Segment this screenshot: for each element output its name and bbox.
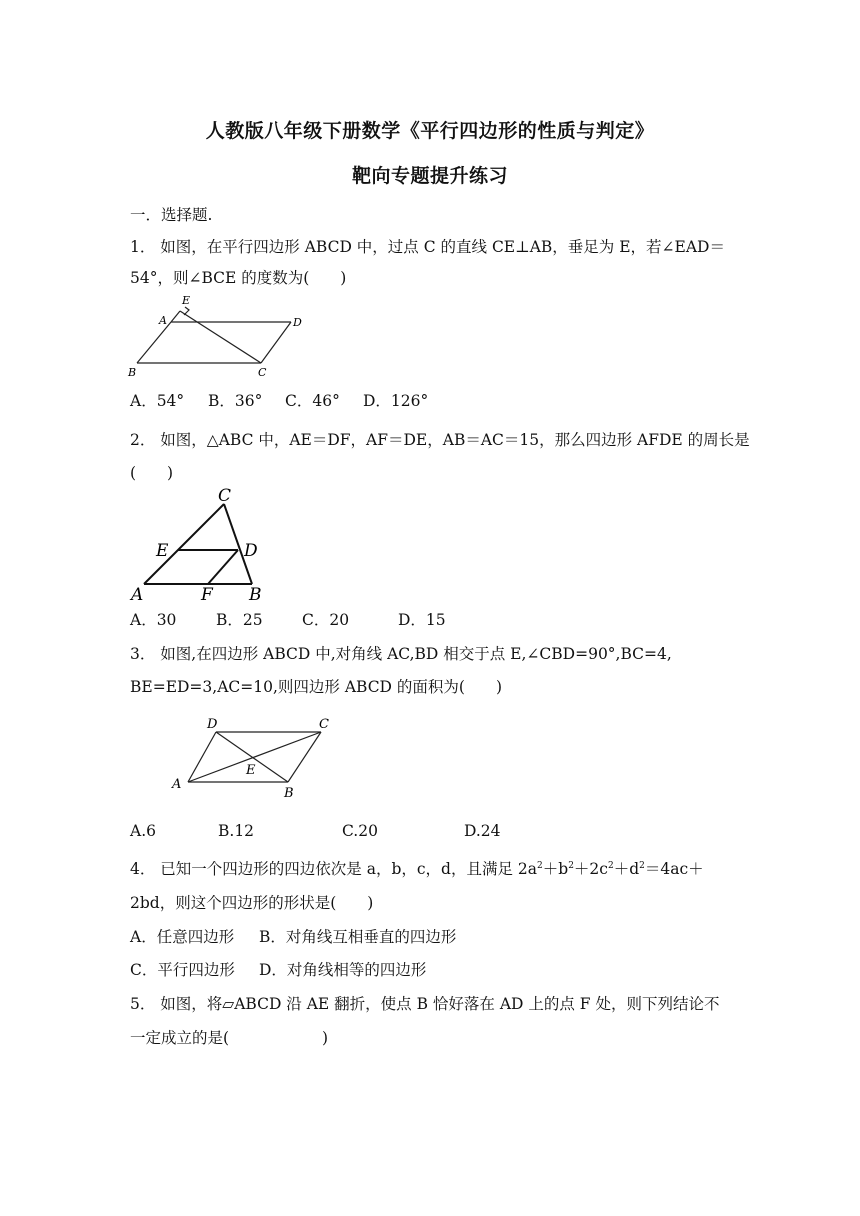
q1-option-c: C．46°: [285, 392, 340, 410]
q2-label-e: E: [156, 541, 169, 561]
question-5-line-1: 5． 如图，将▱ABCD 沿 AE 翻折，使点 B 恰好落在 AD 上的点 F 处，则下列结论不: [130, 995, 720, 1013]
q1-option-a: A．54°: [130, 392, 185, 410]
q3-label-d: D: [207, 717, 218, 732]
question-2-figure: [128, 484, 278, 602]
question-1-figure: [125, 292, 310, 380]
q3-option-c: C.20: [342, 822, 378, 840]
q1-label-b: B: [128, 366, 137, 379]
q3-label-b: B: [284, 786, 294, 801]
q2-label-d: D: [244, 541, 258, 561]
q2-option-b: B．25: [216, 611, 263, 629]
q1-option-b: B．36°: [208, 392, 263, 410]
q4-sup-c: 2: [607, 861, 614, 871]
q4-sup-d: 2: [639, 861, 645, 871]
q2-option-c: C．20: [302, 611, 350, 629]
q1-label-c: C: [258, 366, 267, 379]
q4-text-pre: 4． 已知一个四边形的四边依次是 a，b，c，d，且满足 2a: [130, 860, 538, 878]
question-2-line-2: ( ): [130, 464, 174, 482]
q2-label-a: A: [131, 585, 144, 602]
page-subtitle: 靶向专题提升练习: [351, 165, 508, 187]
q2-option-a: A．30: [130, 611, 177, 629]
q2-label-f: F: [201, 585, 213, 602]
q4-option-a: A．任意四边形: [130, 928, 235, 946]
q4-option-b: B．对角线互相垂直的四边形: [259, 928, 457, 946]
q1-label-d: D: [293, 316, 302, 329]
question-4-line-2: 2bd，则这个四边形的形状是( ): [130, 894, 374, 912]
page-title: 人教版八年级下册数学《平行四边形的性质与判定》: [205, 120, 655, 142]
q3-option-a: A.6: [130, 822, 156, 840]
q3-option-b: B.12: [218, 822, 255, 840]
question-2-line-1: 2． 如图，△ABC 中，AE＝DF，AF＝DE，AB＝AC＝15，那么四边形 AFDE 的周长是: [130, 431, 750, 449]
q2-option-d: D．15: [398, 611, 446, 629]
q2-label-b: B: [249, 585, 262, 602]
q4-text-c: ＋2c: [573, 860, 608, 878]
question-5-line-2: 一定成立的是( ): [130, 1029, 329, 1047]
q4-sup-b: 2: [568, 861, 574, 871]
q1-label-e: E: [182, 294, 191, 307]
section-label: 一．选择题.: [130, 206, 213, 224]
q3-label-e: E: [246, 763, 256, 778]
question-3-line-2: BE=ED=3,AC=10,则四边形 ABCD 的面积为( ): [130, 678, 503, 696]
question-3-figure: [168, 712, 343, 804]
q4-option-c: C．平行四边形: [130, 961, 235, 979]
q1-option-d: D．126°: [363, 392, 429, 410]
q4-option-d: D．对角线相等的四边形: [259, 961, 427, 979]
q2-label-c: C: [218, 486, 232, 506]
q1-label-a: A: [159, 314, 167, 327]
question-3-line-1: 3． 如图,在四边形 ABCD 中,对角线 AC,BD 相交于点 E,∠CBD=90°,BC=4,: [130, 645, 672, 663]
question-1-line-1: 1． 如图，在平行四边形 ABCD 中，过点 C 的直线 CE⊥AB，垂足为 E，若∠EAD＝: [130, 238, 725, 256]
q4-text-b: ＋b: [542, 860, 569, 878]
q4-text-d: ＋d: [613, 860, 640, 878]
question-1-line-2: 54°，则∠BCE 的度数为( ): [130, 269, 347, 287]
q3-option-d: D.24: [464, 822, 501, 840]
q3-label-c: C: [319, 717, 329, 732]
question-4-line-1: [130, 857, 704, 879]
q3-label-a: A: [172, 777, 182, 792]
q4-text-post: ＝4ac＋: [644, 860, 704, 878]
q4-sup-a: 2: [537, 861, 543, 871]
